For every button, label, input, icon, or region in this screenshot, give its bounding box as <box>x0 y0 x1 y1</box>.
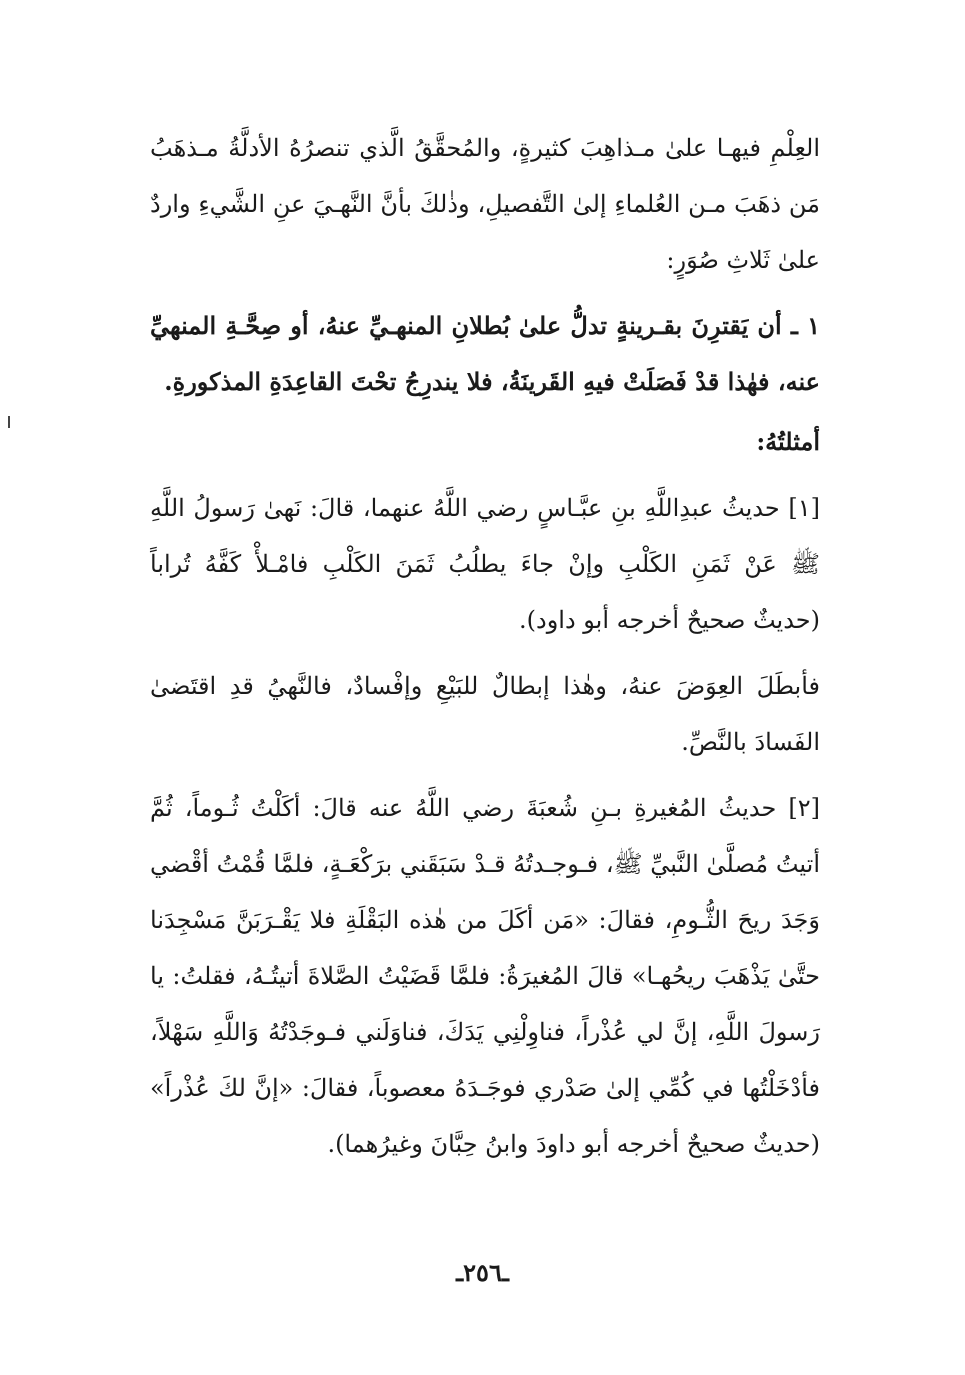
margin-mark <box>8 416 10 428</box>
paragraph-example-2: [٢] حديثُ المُغيرةِ بـنِ شُعبَةَ رضي اللَّهُ عنه قالَ: أكَلْتُ ثُـوماً، ثُمَّ أتيتُ مُصلَّىٰ النَّبيِّ ﷺ، فـوجـدتُهُ قـدْ سَبَقَني برَكْعَـةٍ، فلمَّا قُمْتُ أقْضي وَجَدَ ريحَ الثُّـومِ، فقالَ: «مَن أكَلَ من هٰذه البَقْلَةِ فلا يَقْـرَبَنَّ مَسْجِدَنا حتَّىٰ يَذْهَبَ ريحُهـا» قالَ المُغيرَةُ: فلمَّا قَضَيْتُ الصَّلاةَ أتيتُـهُ، فقلتُ: يا رَسولَ اللَّهِ، إنَّ لي عُذْراً، فناوِلْنِي يَدَكَ، فناوَلَني فـوجَدْتُهُ وَاللَّهِ سَهْلاً، فأدْخَلْتُها في كُمِّي إلىٰ صَدْري فوجَـدَهُ معصوباً، فقالَ: «إنَّ لكَ عُذْراً» (حديثٌ صحيحٌ أخرجه أبو داودَ وابنُ حِبَّانَ وغيرُهما). <box>150 794 820 1158</box>
paragraph-example-1: [١] حديثُ عبدِاللَّهِ بنِ عبَّـاسٍ رضي اللَّهُ عنهما، قالَ: نَهىٰ رَسولُ اللَّهِ ﷺ عَنْ ثَمَنِ الكَلْبِ وإنْ جاءَ يطلُبُ ثَمَنَ الكَلْبِ فامْـلأْ كَفَّهُ تُراباً (حديثٌ صحيحٌ أخرجه أبو داود). <box>150 494 820 634</box>
examples-heading: أمثلتُهُ: <box>756 427 820 456</box>
page-number: ـ٢٥٦ـ <box>456 1258 509 1287</box>
page-body <box>150 120 820 1172</box>
paragraph-point-1: ١ ـ أن يَقترِنَ بقـرينةٍ تدلُّ علىٰ بُطلانِ المنهـيِّ عنهُ، أو صِحَّـةِ المنهيِّ عنه، فهٰذا قدْ فَصَلَتْ فيهِ القَرينَةُ، فلا يندرِجُ تحْتَ القاعِدَةِ المذكورةِ. <box>150 311 820 396</box>
paragraph-intro: العِلْمِ فيهـا علىٰ مـذاهِبَ كثيرةٍ، والمُحقَّقُ الَّذي تنصرُهُ الأدلَّةُ مـذهَبُ مَن ذهَبَ مـن العُلماءِ إلىٰ التَّفصيلِ، وذٰلكَ بأنَّ النَّهـيَ عنِ الشَّيءِ واردٌ علىٰ ثَلاثِ صُوَرٍ: <box>150 134 820 274</box>
paragraph-commentary: فأبطَلَ العِوَضَ عنهُ، وهٰذا إبطالٌ للبَيْعِ وإفْسادٌ، فالنَّهيُ قدِ اقتَضىٰ الفَسادَ بالنَّصِّ. <box>150 672 820 756</box>
